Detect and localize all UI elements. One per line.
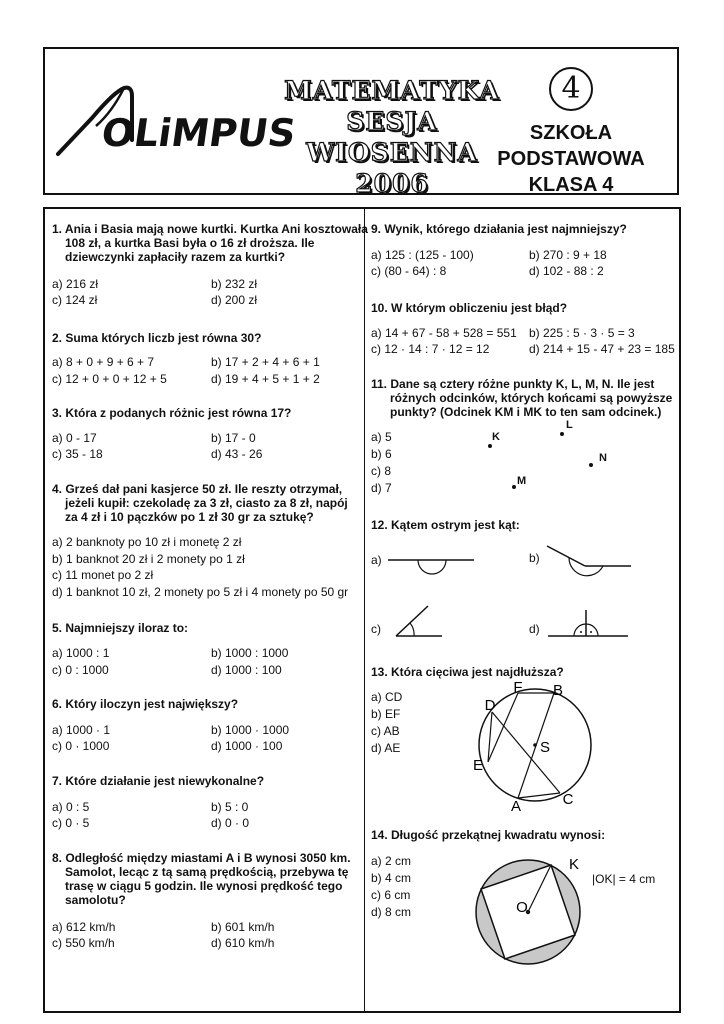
question-12: 12. Kątem ostrym jest kąt: [371,518,520,532]
answer-5c[interactable]: c) 0 : 1000 [52,663,109,677]
answer-5d[interactable]: d) 1000 : 100 [211,663,282,677]
answer-10a[interactable]: a) 14 + 67 - 58 + 528 = 551 [371,326,517,340]
question-1-line-1: 1. Ania i Basia mają nowe kurtki. Kurtka Ani kosztowała [52,222,368,236]
logo-text: OLiMPUS [98,111,299,155]
school-line-2: PODSTAWOWA [497,148,645,170]
question-1-line-3: dziewczynki zapłaciły razem za kurtki? [65,250,286,264]
answer-4a[interactable]: a) 2 banknoty po 10 zł i monetę 2 zł [52,535,242,549]
angle-c-figure-icon [396,604,446,640]
school-level [488,120,654,198]
answer-6a[interactable]: a) 1000 · 1 [52,723,111,737]
answer-9d[interactable]: d) 102 - 88 : 2 [529,264,604,278]
page-title [272,75,512,199]
title-line-1: MATEMATYKA [284,76,500,105]
point-l-dot [560,432,564,436]
school-line-3: KLASA 4 [528,174,614,196]
circle-chords-figure-icon [470,680,600,815]
answer-2b[interactable]: b) 17 + 2 + 4 + 6 + 1 [211,355,320,369]
given-length: |OK| = 4 cm [592,872,656,886]
question-2: 2. Suma których liczb jest równa 30? [52,331,262,345]
answer-11b[interactable]: b) 6 [371,447,392,461]
answer-9b[interactable]: b) 270 : 9 + 18 [529,248,607,262]
answer-6b[interactable]: b) 1000 · 1000 [211,723,290,737]
answer-10c[interactable]: c) 12 · 14 : 7 · 12 = 12 [371,342,490,356]
question-11-line-2: różnych odcinków, których końcami są powyższe [390,391,673,405]
chord-point-e-label: E [472,757,484,774]
answer-7c[interactable]: c) 0 · 5 [52,816,90,830]
chord-point-a-label: A [510,798,522,815]
question-11-line-3: punkty? (Odcinek KM i MK to ten sam odcinek.) [390,405,662,419]
answer-8a[interactable]: a) 612 km/h [52,920,116,934]
question-6: 6. Który iloczyn jest największy? [52,697,239,711]
question-1 [52,222,368,264]
answer-3d[interactable]: d) 43 - 26 [211,447,263,461]
answer-1b[interactable]: b) 232 zł [211,277,258,291]
question-4-line-1: 4. Grześ dał pani kasjerce 50 zł. Ile reszty otrzymał, [52,482,343,496]
point-k-label: K [492,431,500,443]
question-14: 14. Długość przekątnej kwadratu wynosi: [371,828,606,842]
answer-4d[interactable]: d) 1 banknot 10 zł, 2 monety po 5 zł i 4 monety po 50 gr [52,585,349,599]
answer-10d[interactable]: d) 214 + 15 - 47 + 23 = 185 [529,342,675,356]
answer-14b[interactable]: b) 4 cm [371,871,412,885]
answer-2a[interactable]: a) 8 + 0 + 9 + 6 + 7 [52,355,155,369]
answer-3a[interactable]: a) 0 - 17 [52,431,97,445]
class-number-badge: 4 [549,67,593,111]
answer-7d[interactable]: d) 0 · 0 [211,816,250,830]
answer-11d[interactable]: d) 7 [371,481,392,495]
question-4-line-2: jeżeli kupił: czekoladę za 3 zł, ciasto za 8 zł, napój [65,496,348,510]
inscribed-square-figure-icon [468,852,588,974]
question-5: 5. Najmniejszy iloraz to: [52,621,189,635]
answer-1a[interactable]: a) 216 zł [52,277,99,291]
answer-1d[interactable]: d) 200 zł [211,293,258,307]
answer-7b[interactable]: b) 5 : 0 [211,800,249,814]
answer-5a[interactable]: a) 1000 : 1 [52,646,110,660]
school-line-1: SZKOŁA [529,122,613,144]
answer-8d[interactable]: d) 610 km/h [211,936,275,950]
question-10: 10. W którym obliczeniu jest błąd? [371,301,568,315]
question-11-line-1: 11. Dane są cztery różne punkty K, L, M, N. Ile jest [371,377,655,391]
answer-8b[interactable]: b) 601 km/h [211,920,275,934]
answer-2d[interactable]: d) 19 + 4 + 5 + 1 + 2 [211,372,320,386]
answer-1c[interactable]: c) 124 zł [52,293,98,307]
square-point-o-label: O [516,899,528,916]
square-point-k-label: K [568,856,580,873]
answer-4b[interactable]: b) 1 banknot 20 zł i 2 monety po 1 zł [52,552,245,566]
answer-12c[interactable]: c) [371,622,381,636]
question-8-line-4: samolotu? [65,893,126,907]
answer-6d[interactable]: d) 1000 · 100 [211,739,283,753]
answer-8c[interactable]: c) 550 km/h [52,936,115,950]
title-line-2: SESJA WIOSENNA [306,107,478,167]
answer-5b[interactable]: b) 1000 : 1000 [211,646,289,660]
question-13: 13. Która cięciwa jest najdłuższa? [371,665,564,679]
chord-point-b-label: B [552,682,564,699]
answer-13c[interactable]: c) AB [371,724,400,738]
point-n-dot [589,463,593,467]
answer-9a[interactable]: a) 125 : (125 - 100) [371,248,474,262]
answer-4c[interactable]: c) 11 monet po 2 zł [52,568,154,582]
answer-7a[interactable]: a) 0 : 5 [52,800,90,814]
answer-12b[interactable]: b) [529,551,540,565]
question-11 [371,377,672,419]
question-8-line-1: 8. Odległość między miastami A i B wynosi 3050 km. [52,851,351,865]
question-9: 9. Wynik, którego działania jest najmniejszy? [371,222,627,236]
answer-14d[interactable]: d) 8 cm [371,905,412,919]
column-divider [364,207,365,1013]
answer-13d[interactable]: d) AE [371,741,401,755]
answer-2c[interactable]: c) 12 + 0 + 0 + 12 + 5 [52,372,167,386]
chord-point-d-label: D [484,697,496,714]
answer-3c[interactable]: c) 35 - 18 [52,447,103,461]
point-l-label: L [566,419,573,431]
question-4-line-3: za 4 zł i 10 pączków po 1 zł 30 gr za sztukę? [65,510,314,524]
chord-point-f-label: F [513,679,523,696]
answer-13b[interactable]: b) EF [371,707,401,721]
answer-12a[interactable]: a) [371,553,382,567]
answer-12d[interactable]: d) [529,622,540,636]
chord-point-c-label: C [562,791,574,808]
question-1-line-2: 108 zł, a kurtka Basi była o 16 zł droższa. Ile [65,236,315,250]
point-k-dot [488,444,492,448]
answer-14c[interactable]: c) 6 cm [371,888,411,902]
answer-14a[interactable]: a) 2 cm [371,854,412,868]
point-n-label: N [599,452,607,464]
answer-11a[interactable]: a) 5 [371,430,392,444]
answer-10b[interactable]: b) 225 : 5 · 3 · 5 = 3 [529,326,635,340]
question-4 [52,482,348,524]
angle-d-figure-icon [548,604,630,640]
question-8-line-3: trasę w ciągu 5 godzin. Ile wynosi prędkość tego [65,879,343,893]
title-line-3: 2006 [355,169,429,198]
angle-b-figure-icon [547,540,637,580]
answer-13a[interactable]: a) CD [371,690,403,704]
question-8-line-2: Samolot, lecąc z tą samą prędkością, przebywa tę [65,865,349,879]
point-m-label: M [517,475,527,487]
answer-11c[interactable]: c) 8 [371,464,392,478]
chord-point-s-label: S [539,739,551,756]
question-8 [52,851,351,907]
answer-9c[interactable]: c) (80 - 64) : 8 [371,264,447,278]
answer-3b[interactable]: b) 17 - 0 [211,431,256,445]
question-3: 3. Która z podanych różnic jest równa 17? [52,406,292,420]
answer-6c[interactable]: c) 0 · 1000 [52,739,110,753]
question-7: 7. Które działanie jest niewykonalne? [52,774,265,788]
angle-a-figure-icon [388,548,478,578]
point-m-dot [512,485,516,489]
